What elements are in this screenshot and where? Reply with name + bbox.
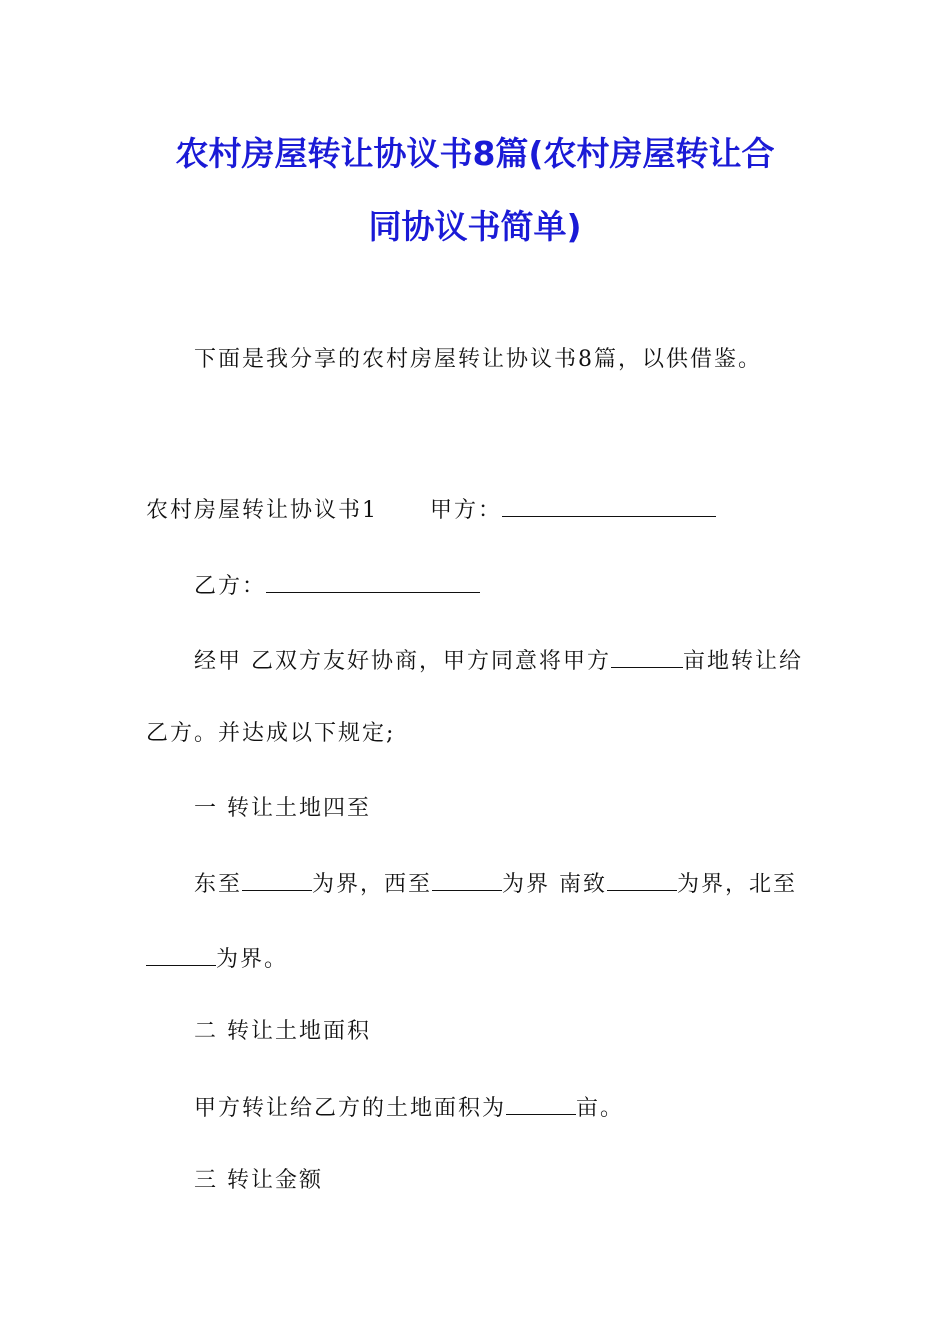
clause-intro-text-b: 亩地转让给 <box>683 649 804 674</box>
bounds-west-label: 为界，西至 <box>312 872 433 897</box>
clause-intro-text-a: 经甲 乙双方友好协商，甲方同意将甲方 <box>194 649 611 674</box>
party-b-blank <box>266 570 480 593</box>
west-blank <box>432 868 502 891</box>
section-3-title: 三 转让金额 <box>194 1168 323 1193</box>
party-a-blank <box>502 494 716 517</box>
intro-paragraph: 下面是我分享的农村房屋转让协议书8篇，以供借鉴。 <box>194 347 762 372</box>
land-amount-blank <box>611 645 683 668</box>
clause-intro-line-1 <box>194 645 803 677</box>
bounds-north-label: 为界，北至 <box>677 872 798 897</box>
area-text: 甲方转让给乙方的土地面积为 <box>194 1096 507 1121</box>
clause-intro-line-2: 乙方。并达成以下规定; <box>146 721 396 746</box>
bounds-south-label: 为界 南致 <box>502 872 608 897</box>
east-blank <box>242 868 312 891</box>
north-blank <box>146 943 216 966</box>
bounds-line-2 <box>146 943 288 975</box>
bounds-end-text: 为界。 <box>216 947 289 972</box>
party-a-label: 甲方： <box>430 498 503 523</box>
section-2-title: 二 转让土地面积 <box>194 1019 371 1044</box>
section-1-title: 一 转让土地四至 <box>194 796 371 821</box>
title-line-1: 农村房屋转让协议书8篇(农村房屋转让合 <box>175 134 775 173</box>
bounds-east-label: 东至 <box>194 872 243 897</box>
south-blank <box>607 868 677 891</box>
area-line <box>194 1092 624 1124</box>
area-unit-text: 亩。 <box>576 1096 625 1121</box>
party-b-label: 乙方： <box>194 574 267 599</box>
area-blank <box>506 1092 576 1115</box>
bounds-line-1 <box>194 868 797 900</box>
agreement-heading: 农村房屋转让协议书1 <box>146 498 378 523</box>
agreement-heading-line <box>146 494 716 526</box>
party-b-line <box>194 570 480 602</box>
title-line-2: 同协议书简单) <box>368 207 582 246</box>
